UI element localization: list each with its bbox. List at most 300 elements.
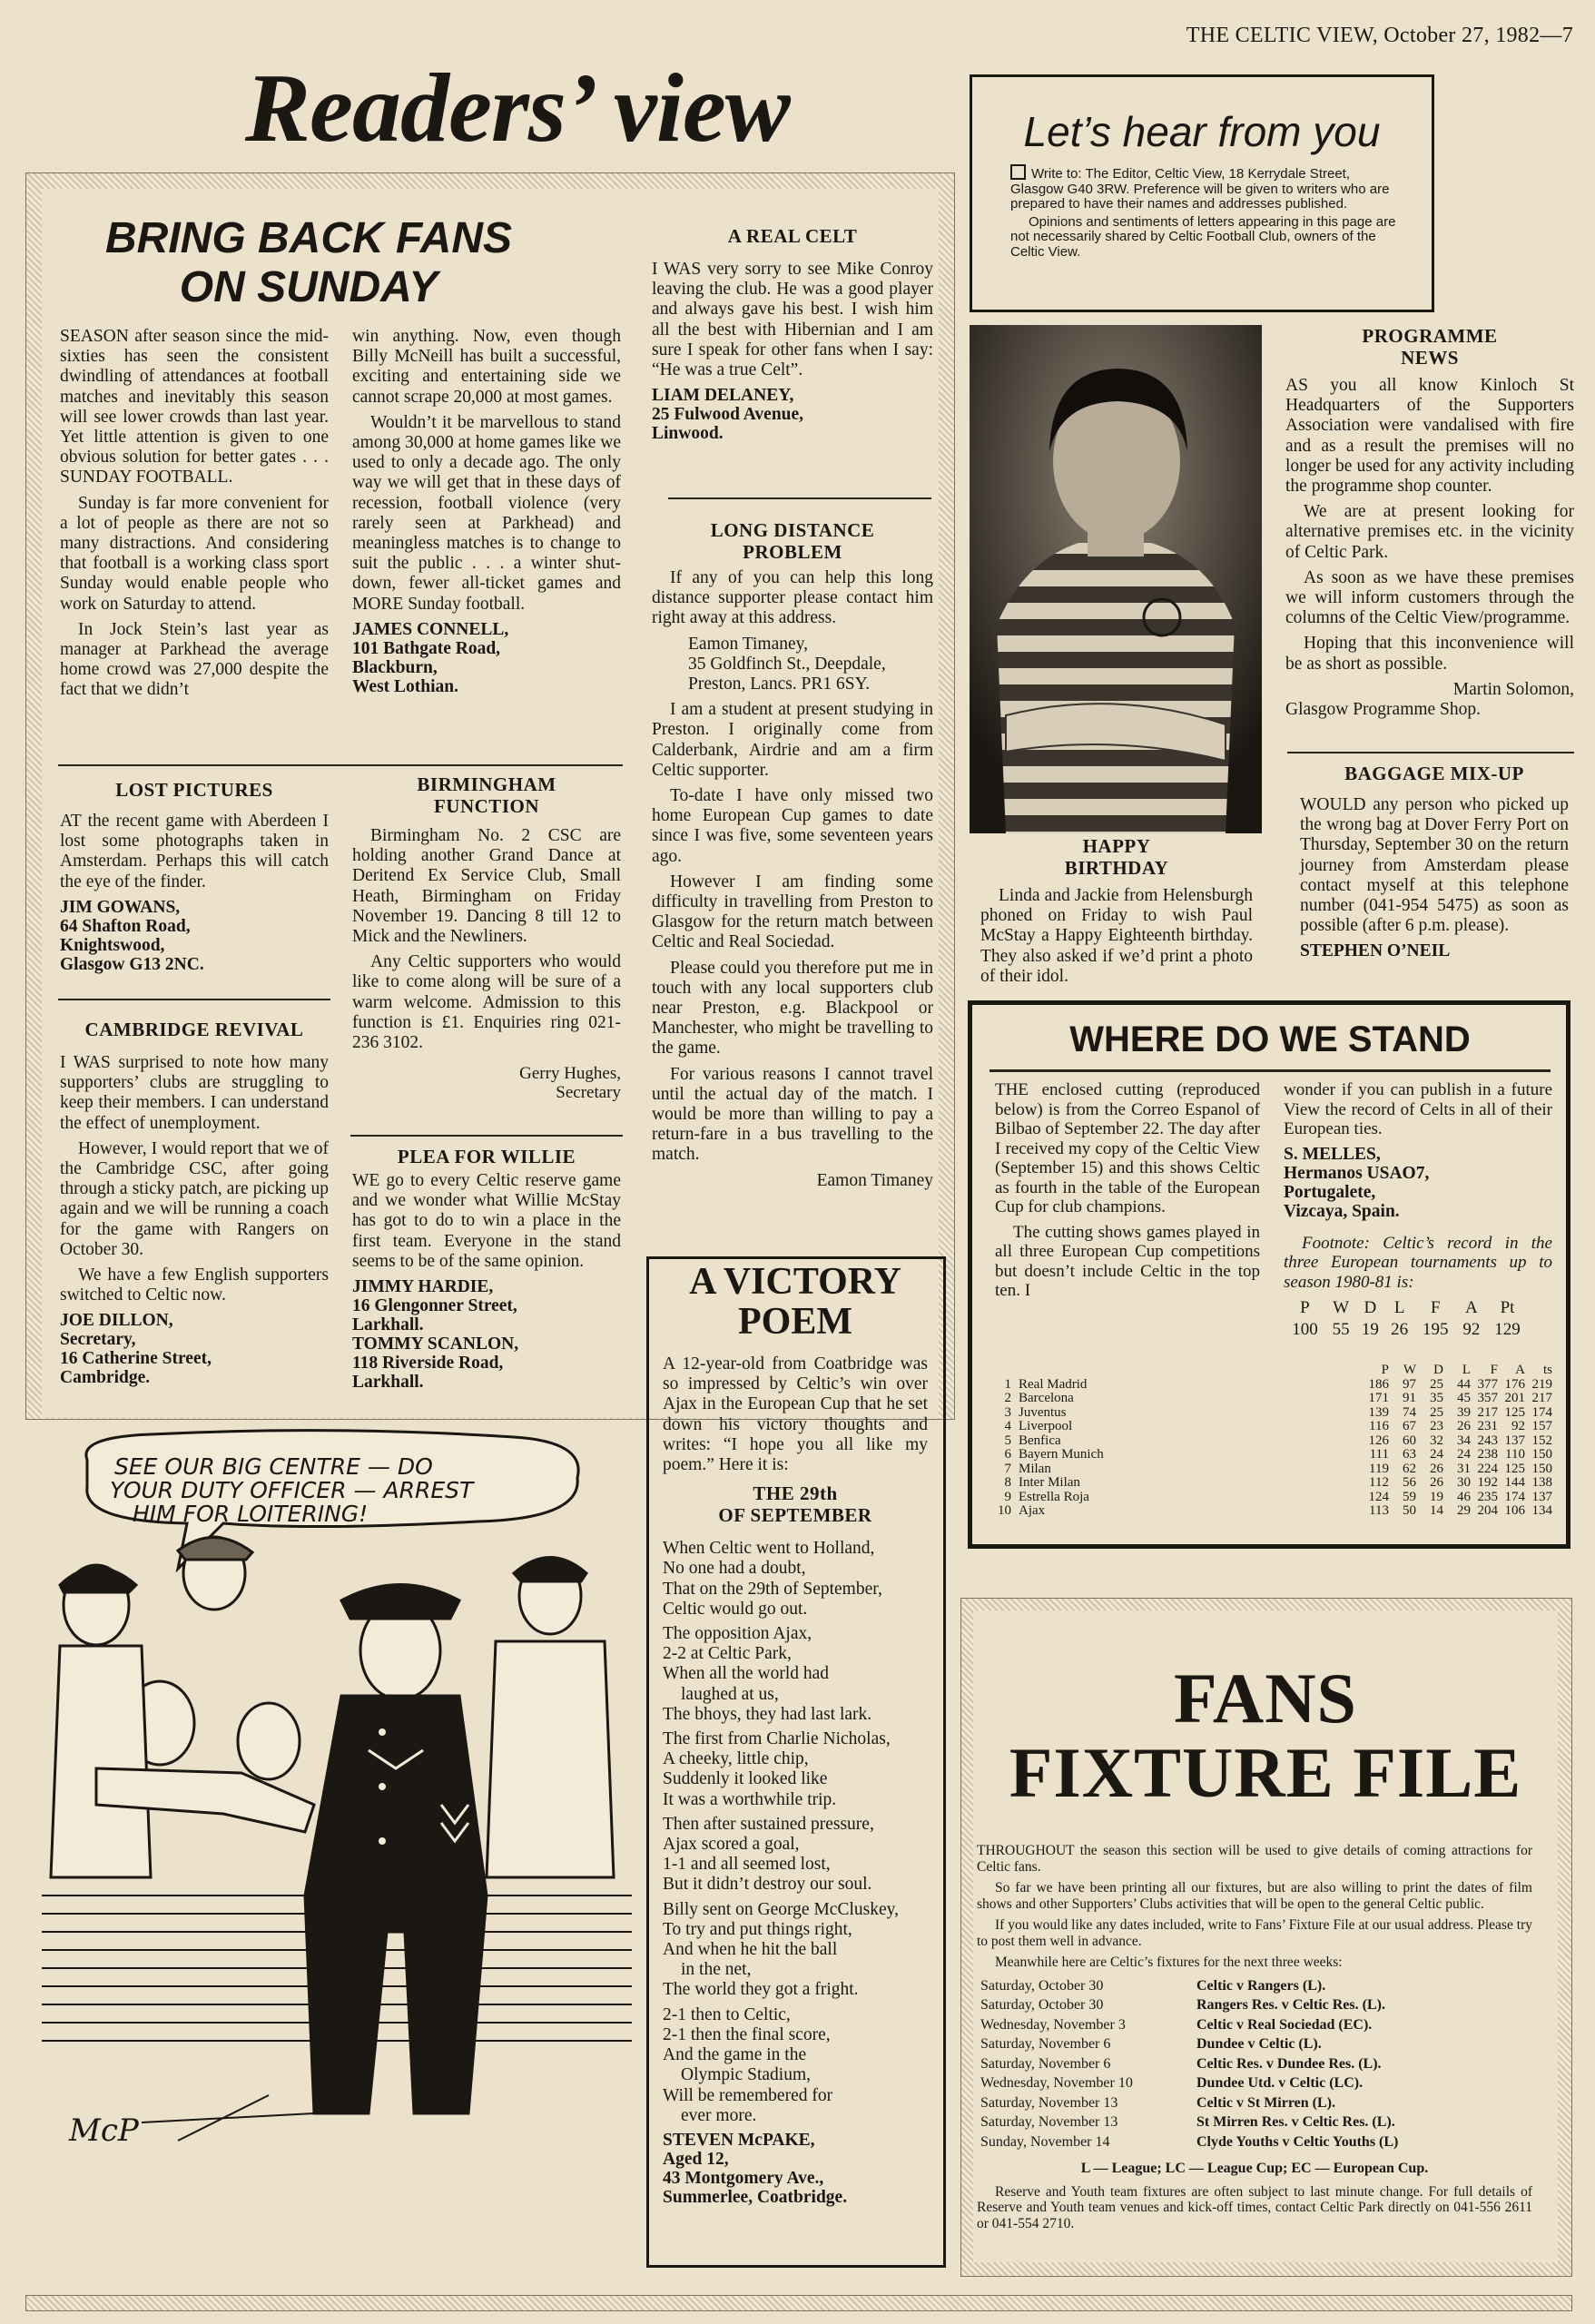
- sig-line: 64 Shafton Road,: [60, 916, 191, 936]
- standings-cell: 144: [1504, 1475, 1525, 1490]
- standings-cell: 25: [1430, 1404, 1443, 1420]
- fixture-row: [977, 2015, 1402, 2035]
- bring-back-headline-2: ON SUNDAY: [179, 263, 438, 311]
- where-stand-paragraph: The cutting shows games played in all three European Cup competitions but doesn’t include Celtic in the top ten. I: [995, 1222, 1260, 1300]
- poem-line: 2-2 at Celtic Park,: [663, 1644, 792, 1664]
- team-name-cell: Real Madrid: [1019, 1376, 1088, 1392]
- celtic-record-values: [1284, 1319, 1529, 1341]
- programme-headline: [1285, 325, 1574, 369]
- victory-poem: [663, 1262, 928, 2207]
- poem-line: laughed at us,: [681, 1684, 779, 1704]
- cambridge-paragraph: However, I would report that we of the Cambridge CSC, after going through a sticky patch, are picking up again and we will be running a coach for the game with Rangers on October 30.: [60, 1138, 329, 1259]
- standings-cell: 30: [1457, 1475, 1471, 1490]
- speech-line-3: HIM FOR LOITERING!: [133, 1501, 369, 1527]
- standings-cell: 125: [1504, 1461, 1525, 1476]
- programme-news: [1285, 325, 1574, 720]
- sig-line: 16 Glengonner Street,: [352, 1296, 517, 1316]
- standings-head-cell: F: [1490, 1363, 1498, 1377]
- standings-cell: 174: [1531, 1404, 1552, 1420]
- poem-title-1: THE 29th: [753, 1482, 838, 1505]
- sig-line: JOE DILLON,: [60, 1311, 173, 1331]
- cambridge-signature: [60, 1311, 329, 1387]
- fixture-date: Wednesday, November 10: [980, 2075, 1133, 2091]
- sig-line: Portugalete,: [1284, 1182, 1376, 1202]
- cambridge-letter: [60, 1019, 329, 1387]
- programme-signature-2: Glasgow Programme Shop.: [1285, 700, 1482, 720]
- cambridge-paragraph: We have a few English supporters switched to Celtic now.: [60, 1265, 329, 1305]
- celtic-head-cell: W: [1333, 1298, 1350, 1317]
- poem-line: Billy sent on George McCluskey,: [663, 1899, 899, 1919]
- sig-line: Knightswood,: [60, 935, 165, 955]
- sig-line: STEVEN McPAKE,: [663, 2130, 815, 2150]
- poem-line: ever more.: [681, 2105, 757, 2125]
- bring-back-paragraph: In Jock Stein’s last year as manager at Parkhead the average home crowd was 27,000 despite the fact that we didn’t: [60, 619, 329, 700]
- baggage-letter: [1300, 763, 1569, 960]
- poem-line: When all the world had: [663, 1664, 830, 1684]
- standings-cell: 124: [1368, 1489, 1389, 1504]
- fixture-date: Saturday, November 6: [980, 2055, 1111, 2072]
- standings-head-cell: P: [1381, 1363, 1389, 1377]
- lets-hear-box: [970, 74, 1434, 312]
- standings-cell: 235: [1477, 1489, 1498, 1504]
- address-line: Preston, Lancs. PR1 6SY.: [688, 675, 871, 694]
- poem-line: Ajax scored a goal,: [663, 1835, 800, 1855]
- long-distance-paragraph: However I am finding some difficulty in travelling from Preston to Glasgow for the return match between Celtic and Real Sociedad.: [652, 872, 933, 952]
- standings-cell: 19: [1430, 1489, 1443, 1504]
- where-stand-paragraph: wonder if you can publish in a future View the record of Celts in all of their European ties.: [1284, 1080, 1552, 1138]
- fixture-paragraph: Reserve and Youth team fixtures are often subject to last minute change. For full details of Reserve and Youth team venues and kick-off times, contact Celtic Park directly on 041-556 2611 or 041-554 2710.: [977, 2183, 1532, 2231]
- cartoon-panel: [42, 1423, 632, 2161]
- standings-cell: 357: [1477, 1391, 1498, 1405]
- standings-cell: 116: [1369, 1419, 1389, 1433]
- standings-row: [993, 1504, 1554, 1519]
- standings-row: [993, 1392, 1554, 1406]
- celtic-head-cell: A: [1465, 1298, 1478, 1317]
- cambridge-headline: CAMBRIDGE REVIVAL: [84, 1019, 304, 1040]
- cartoon-signature: McP: [69, 2112, 139, 2149]
- standings-row: [993, 1476, 1554, 1491]
- standings-cell: 26: [1457, 1419, 1471, 1433]
- team-name-cell: Inter Milan: [1019, 1475, 1080, 1490]
- fixture-list: [977, 1976, 1402, 2152]
- programme-paragraph: We are at present looking for alternative premises etc. in the vicinity of Celtic Park.: [1285, 502, 1574, 562]
- birthday-headline: [980, 835, 1253, 879]
- bring-back-paragraph: win anything. Now, even though Billy McNeill has built a successful, exciting and entertaining side we cannot scrape 20,000 at most games.: [352, 327, 621, 407]
- standings-head-cell: A: [1515, 1363, 1525, 1377]
- standings-row: [993, 1491, 1554, 1505]
- poem-title-2: OF SEPTEMBER: [718, 1504, 872, 1527]
- fixture-match: Celtic Res. v Dundee Res. (L).: [1196, 2055, 1382, 2072]
- standings-row: [993, 1434, 1554, 1449]
- fixture-date: Saturday, November 13: [980, 2094, 1118, 2111]
- celtic-value-cell: 26: [1391, 1319, 1409, 1339]
- standings-cell: 26: [1430, 1461, 1443, 1476]
- where-stand-col-2: [1284, 1080, 1552, 1340]
- cambridge-paragraph: I WAS surprised to note how many supporters’ clubs are struggling to keep their members. I can understand the effect of unemployment.: [60, 1053, 329, 1133]
- fixture-row: [977, 2112, 1402, 2132]
- masthead: THE CELTIC VIEW, October 27, 1982—7: [1186, 24, 1573, 47]
- birthday-headline-2: BIRTHDAY: [1064, 857, 1169, 879]
- celtic-value-cell: 100: [1292, 1319, 1318, 1339]
- checkbox-icon: [1010, 164, 1026, 180]
- standings-row: [993, 1406, 1554, 1421]
- bottom-border: [25, 2295, 1572, 2311]
- sig-line: JIMMY HARDIE,: [352, 1277, 494, 1297]
- real-celt-letter: [652, 225, 933, 443]
- standings-cell: 192: [1477, 1475, 1498, 1490]
- standings-cell: 10: [998, 1503, 1011, 1518]
- fixture-legend: L — League; LC — League Cup; EC — European Cup.: [1080, 2161, 1429, 2176]
- fixture-date: Saturday, November 6: [980, 2036, 1111, 2052]
- sig-line: West Lothian.: [352, 676, 459, 696]
- celtic-value-cell: 92: [1462, 1319, 1481, 1339]
- standings-cell: 63: [1403, 1447, 1416, 1462]
- birmingham-headline: [352, 773, 621, 817]
- divider: [350, 1135, 623, 1137]
- standings-cell: 119: [1369, 1461, 1389, 1476]
- player-photo-image: [970, 325, 1262, 833]
- standings-cell: 106: [1504, 1503, 1525, 1518]
- standings-cell: 126: [1368, 1433, 1389, 1448]
- standings-cell: 56: [1403, 1475, 1416, 1490]
- page-title: Readers’ view: [245, 54, 790, 162]
- programme-headline-2: NEWS: [1401, 347, 1459, 369]
- celtic-value-cell: 55: [1332, 1319, 1350, 1339]
- long-distance-paragraph: I am a student at present studying in Preston. I originally come from Calderbank, Airdrie and am a firm Celtic supporter.: [652, 700, 933, 780]
- where-stand-paragraph: THE enclosed cutting (reproduced below) is from the Correo Espanol of Bilbao of September 22. The day after I received my copy of the Celtic View (September 15) and this shows Celtic as fourth in the table of the European Cup for club champions.: [995, 1080, 1260, 1216]
- cartoon-illustration: [42, 1423, 632, 2161]
- birmingham-paragraph: Birmingham No. 2 CSC are holding another Grand Dance at Deritend Ex Service Club, Small Heath, Birmingham on Friday November 19. Dancing 8 till 12 to Mick and the Newliners.: [352, 826, 621, 947]
- bring-back-col-1: [60, 327, 329, 706]
- long-distance-address: [652, 635, 933, 695]
- where-stand-col-1: [995, 1080, 1260, 1306]
- poem-line: To try and put things right,: [663, 1919, 852, 1939]
- standings-cell: 176: [1504, 1376, 1525, 1392]
- fixture-headline-2: FIXTURE FILE: [1009, 1733, 1522, 1812]
- poem-signature: [663, 2131, 928, 2207]
- standings-head-row: [993, 1364, 1554, 1378]
- team-name-cell: Benfica: [1019, 1433, 1061, 1448]
- standings-cell: 46: [1457, 1489, 1471, 1504]
- team-name-cell: Barcelona: [1019, 1391, 1074, 1405]
- fixture-row: [977, 2073, 1402, 2093]
- fixture-row: [977, 1995, 1402, 2015]
- divider: [668, 497, 931, 499]
- baggage-signature: STEPHEN O’NEIL: [1300, 941, 1451, 961]
- long-distance-paragraph: If any of you can help this long distance supporter please contact him right away at this address.: [652, 568, 933, 628]
- poem-line: The bhoys, they had last lark.: [663, 1704, 872, 1724]
- fixture-match: Dundee Utd. v Celtic (LC).: [1196, 2075, 1364, 2091]
- poem-line: The world they got a fright.: [663, 1980, 859, 2000]
- standings-cell: 6: [1004, 1447, 1011, 1462]
- bring-back-headline: [73, 214, 545, 312]
- poem-title: [663, 1482, 928, 1526]
- standings-cell: 50: [1403, 1503, 1416, 1518]
- plea-signature: [352, 1277, 621, 1392]
- fixture-row: [977, 2054, 1402, 2074]
- standings-cell: 157: [1531, 1419, 1552, 1433]
- sig-line: Linwood.: [652, 424, 724, 444]
- lets-hear-body: [972, 157, 1432, 260]
- standings-cell: 1: [1004, 1376, 1011, 1392]
- fixture-date: Saturday, October 30: [980, 1977, 1104, 1994]
- fixture-body: [977, 1843, 1532, 2237]
- long-distance-signature: Eamon Timaney: [816, 1170, 933, 1190]
- standings-cell: 137: [1504, 1433, 1525, 1448]
- standings-cell: 201: [1504, 1391, 1525, 1405]
- plea-headline: PLEA FOR WILLIE: [397, 1146, 576, 1167]
- birmingham-letter: [352, 773, 621, 1102]
- poem-stanza: [663, 1624, 928, 1725]
- team-name-cell: Estrella Roja: [1019, 1489, 1089, 1504]
- fixture-paragraph: So far we have been printing all our fixtures, but are also willing to print the dates of film shows and other Supporters’ Clubs activities that will be open to the general Celtic public.: [977, 1880, 1532, 1912]
- poem-line: When Celtic went to Holland,: [663, 1539, 875, 1559]
- standings-cell: 231: [1477, 1419, 1498, 1433]
- fixture-headline: [975, 1661, 1556, 1810]
- standings-cell: 174: [1504, 1489, 1525, 1504]
- standings-cell: 113: [1369, 1503, 1389, 1518]
- birthday-headline-1: HAPPY: [1082, 835, 1151, 857]
- poem-line: 1-1 and all seemed lost,: [663, 1855, 831, 1875]
- standings-cell: 377: [1477, 1376, 1498, 1392]
- team-name-cell: Ajax: [1019, 1503, 1046, 1518]
- standings-cell: 9: [1004, 1489, 1011, 1504]
- programme-signature-1: Martin Solomon,: [1452, 679, 1574, 699]
- team-name-cell: Bayern Munich: [1019, 1447, 1104, 1462]
- standings-cell: 97: [1403, 1376, 1416, 1392]
- standings-cell: 45: [1457, 1391, 1471, 1405]
- poem-stanza: [663, 1539, 928, 1620]
- celtic-record-table: [1284, 1297, 1529, 1340]
- standings-cell: 217: [1531, 1391, 1552, 1405]
- birmingham-headline-2: FUNCTION: [433, 795, 539, 817]
- plea-letter: [352, 1146, 621, 1392]
- fixture-date: Sunday, November 14: [980, 2133, 1110, 2150]
- lets-hear-title: Let’s hear from you: [1023, 108, 1381, 155]
- birthday-note: [980, 835, 1253, 992]
- standings-cell: 24: [1457, 1447, 1471, 1462]
- sig-line: Hermanos USAO7,: [1284, 1163, 1430, 1183]
- sig-line: 16 Catherine Street,: [60, 1349, 212, 1369]
- standings-cell: 74: [1403, 1404, 1416, 1420]
- long-distance-paragraph: Please could you therefore put me in touch with any local supporters club near Preston, e.g. Blackpool or Manchester, who might be travelling to the game.: [652, 958, 933, 1059]
- fixture-match: Celtic v St Mirren (L).: [1196, 2094, 1335, 2111]
- sig-line: Summerlee, Coatbridge.: [663, 2187, 848, 2207]
- standings-cell: 238: [1477, 1447, 1498, 1462]
- baggage-headline: BAGGAGE MIX-UP: [1344, 763, 1524, 784]
- standings-cell: 34: [1457, 1433, 1471, 1448]
- celtic-value-cell: 19: [1361, 1319, 1379, 1339]
- poem-line: in the net,: [681, 1960, 752, 1980]
- standings-cell: 7: [1004, 1461, 1011, 1476]
- sig-line: Blackburn,: [352, 657, 438, 677]
- poem-line: Then after sustained pressure,: [663, 1814, 874, 1834]
- standings-cell: 112: [1369, 1475, 1389, 1490]
- celtic-value-cell: 195: [1423, 1319, 1449, 1339]
- celtic-value-cell: 129: [1494, 1319, 1521, 1339]
- poem-body: [663, 1539, 928, 2126]
- lost-pictures-headline: LOST PICTURES: [115, 779, 273, 801]
- standings-cell: 139: [1368, 1404, 1389, 1420]
- standings-head-cell: W: [1403, 1363, 1416, 1377]
- standings-cell: 25: [1430, 1376, 1443, 1392]
- fixture-match: Dundee v Celtic (L).: [1196, 2036, 1322, 2052]
- real-celt-body: I WAS very sorry to see Mike Conroy leaving the club. He was a good player and always gave his best. I wish him all the best with Hibernian and I am sure I speak for other fans when I say: “He was a true Celt”.: [652, 260, 933, 380]
- fixture-paragraph: THROUGHOUT the season this section will be used to give details of coming attractions for Celtic fans.: [977, 1843, 1532, 1875]
- address-line: 35 Goldfinch St., Deepdale,: [688, 654, 886, 674]
- poem-line: 2-1 then the final score,: [663, 2024, 831, 2044]
- standings-row: [993, 1462, 1554, 1477]
- fixture-date: Saturday, November 13: [980, 2114, 1118, 2130]
- sig-line: 118 Riverside Road,: [352, 1354, 504, 1374]
- poem-line: Will be remembered for: [663, 2085, 833, 2105]
- standings-cell: 134: [1531, 1503, 1552, 1518]
- standings-head-cell: D: [1433, 1363, 1443, 1377]
- lets-hear-text: Write to: The Editor, Celtic View, 18 Kerrydale Street, Glasgow G40 3RW. Preference will be given to writers who are prepared to have their names and addresses published.: [1010, 166, 1390, 212]
- standings-cell: 24: [1430, 1447, 1443, 1462]
- bring-back-signature: [352, 620, 621, 696]
- celtic-record-head: [1284, 1297, 1529, 1319]
- team-name-cell: Liverpool: [1019, 1419, 1073, 1433]
- celtic-head-cell: L: [1393, 1298, 1405, 1317]
- standings-cell: 59: [1403, 1489, 1416, 1504]
- poem-stanza: [663, 1729, 928, 1810]
- standings-cell: 219: [1531, 1376, 1552, 1392]
- celtic-head-cell: P: [1300, 1298, 1310, 1317]
- fixture-headline-1: FANS: [1174, 1659, 1357, 1738]
- sig-line: Secretary,: [60, 1330, 136, 1350]
- sig-line: S. MELLES,: [1284, 1144, 1381, 1164]
- european-table: [993, 1364, 1554, 1519]
- player-photo: [970, 325, 1262, 833]
- long-distance-headline: [652, 519, 933, 563]
- poem-line: And when he hit the ball: [663, 1940, 838, 1960]
- sig-line: Vizcaya, Spain.: [1284, 1201, 1400, 1221]
- celtic-head-cell: D: [1364, 1298, 1377, 1317]
- fixture-match: St Mirren Res. v Celtic Res. (L).: [1196, 2114, 1395, 2130]
- fixture-match: Celtic v Real Sociedad (EC).: [1196, 2016, 1373, 2033]
- fixture-row: [977, 2132, 1402, 2152]
- programme-paragraph: Hoping that this inconvenience will be as short as possible.: [1285, 634, 1574, 674]
- birmingham-paragraph: Any Celtic supporters who would like to come along will be sure of a warm welcome. Admission to this function is £1. Enquiries ring 021-236 3102.: [352, 952, 621, 1053]
- birmingham-signature: [352, 1064, 621, 1102]
- sig-line: Cambridge.: [60, 1368, 151, 1388]
- speech-line-2: YOUR DUTY OFFICER — ARREST: [110, 1477, 474, 1503]
- poem-line: But it didn’t destroy our soul.: [663, 1875, 872, 1895]
- poem-headline-1: A VICTORY: [689, 1261, 901, 1303]
- long-distance-headline-2: PROBLEM: [743, 541, 842, 563]
- standings-cell: 217: [1477, 1404, 1498, 1420]
- standings-cell: 60: [1403, 1433, 1416, 1448]
- sig-line: Aged 12,: [663, 2149, 729, 2169]
- standings-cell: 110: [1505, 1447, 1525, 1462]
- programme-paragraph: AS you all know Kinloch St Headquarters of the Supporters Association were vandalised with fire and as a result the premises will no longer be used for any activity including the programme shop counter.: [1285, 376, 1574, 497]
- sig-line: JAMES CONNELL,: [352, 619, 509, 639]
- lost-pictures-letter: [60, 779, 329, 974]
- bring-back-paragraph: Sunday is far more convenient for a lot of people as there are not so many distractions. And considering that football is a working class sport Sunday would enable people who work on Saturday to attend.: [60, 493, 329, 614]
- fixture-date: Saturday, October 30: [980, 1997, 1104, 2013]
- standings-row: [993, 1420, 1554, 1434]
- standings-cell: 3: [1004, 1404, 1011, 1420]
- birmingham-headline-1: BIRMINGHAM: [417, 773, 556, 795]
- poem-line: The first from Charlie Nicholas,: [663, 1729, 891, 1749]
- standings-cell: 224: [1477, 1461, 1498, 1476]
- programme-paragraph: As soon as we have these premises we will inform customers through the columns of the Celtic View/programme.: [1285, 567, 1574, 628]
- long-distance-paragraph: To-date I have only missed two home European Cup games to date since I was five, some seventeen years ago.: [652, 786, 933, 866]
- poem-line: Suddenly it looked like: [663, 1769, 828, 1789]
- sig-line: 43 Montgomery Ave.,: [663, 2168, 824, 2188]
- sig-line: 25 Fulwood Avenue,: [652, 405, 804, 425]
- standings-cell: 26: [1430, 1475, 1443, 1490]
- lets-hear-paragraph: Opinions and sentiments of letters appearing in this page are not necessarily shared by Celtic Football Club, owners of the Celtic View.: [1010, 213, 1396, 260]
- real-celt-headline: A REAL CELT: [727, 225, 858, 247]
- poem-line: The opposition Ajax,: [663, 1624, 812, 1644]
- baggage-body: WOULD any person who picked up the wrong bag at Dover Ferry Port on Thursday, September 30 on the return journey from Amsterdam please contact myself at this telephone number (041-954 5475) as soon as possible (after 6 p.m. please).: [1300, 795, 1569, 936]
- poem-line: That on the 29th of September,: [663, 1579, 882, 1599]
- plea-body: WE go to every Celtic reserve game and we wonder what Willie McStay has got to do to win a place in the first team. Everyone in the stand seems to be of the same opinion.: [352, 1171, 621, 1271]
- standings-cell: 39: [1457, 1404, 1471, 1420]
- bring-back-col-2: [352, 327, 621, 696]
- where-stand-footnote: Footnote: Celtic’s record in the three European tournaments up to season 1980-81 is:: [1284, 1233, 1552, 1292]
- standings-head-cell: L: [1462, 1363, 1471, 1377]
- standings-cell: 186: [1368, 1376, 1389, 1392]
- poem-stanza: [663, 1815, 928, 1896]
- lost-pictures-body: AT the recent game with Aberdeen I lost some photographs taken in Amsterdam. Perhaps this will catch the eye of the finder.: [60, 812, 329, 891]
- sig-line: Glasgow G13 2NC.: [60, 954, 204, 974]
- real-celt-signature: [652, 386, 933, 443]
- standings-cell: 125: [1504, 1404, 1525, 1420]
- divider: [989, 1069, 1551, 1072]
- divider: [58, 764, 623, 766]
- fixture-paragraph: If you would like any dates included, write to Fans’ Fixture File at our usual address. Please try to post them well in advance.: [977, 1917, 1532, 1949]
- bring-back-paragraph: SEASON after season since the mid-sixties has seen the consistent dwindling of attendances at football matches and inevitably this season will see lower crowds than last year. Yet little attention is given to one obvious solution for better gates . . . SUNDAY FOOTBALL.: [60, 327, 329, 487]
- standings-cell: 92: [1511, 1419, 1525, 1433]
- poem-stanza: [663, 1900, 928, 2001]
- sig-line: Gerry Hughes,: [519, 1064, 621, 1084]
- standings-cell: 152: [1531, 1433, 1552, 1448]
- sig-line: JIM GOWANS,: [60, 897, 181, 917]
- sig-line: 101 Bathgate Road,: [352, 638, 501, 658]
- standings-cell: 14: [1430, 1503, 1443, 1518]
- team-name-cell: Juventus: [1019, 1404, 1067, 1420]
- sig-line: LIAM DELANEY,: [652, 386, 794, 406]
- bring-back-headline-1: BRING BACK FANS: [104, 214, 512, 262]
- poem-line: Olympic Stadium,: [681, 2065, 811, 2085]
- sig-line: Larkhall.: [352, 1373, 424, 1393]
- standings-cell: 29: [1457, 1503, 1471, 1518]
- standings-cell: 67: [1403, 1419, 1416, 1433]
- where-stand-signature: [1284, 1145, 1552, 1221]
- team-name-cell: Milan: [1019, 1461, 1051, 1476]
- standings-cell: 62: [1403, 1461, 1416, 1476]
- european-standings-table: [993, 1364, 1554, 1519]
- fixture-row: [977, 1976, 1402, 1996]
- standings-cell: 91: [1403, 1391, 1416, 1405]
- poem-line: It was a worthwhile trip.: [663, 1789, 837, 1809]
- long-distance-paragraph: For various reasons I cannot travel until the actual day of the match. I would be more than willing to pay a return-fare in a bus travelling to the match.: [652, 1064, 933, 1165]
- poem-line: Celtic would go out.: [663, 1599, 808, 1619]
- standings-cell: 35: [1430, 1391, 1443, 1405]
- divider: [58, 999, 330, 1000]
- poem-intro: A 12-year-old from Coatbridge was so impressed by Celtic’s win over Ajax in the European Cup that he set down his victory thoughts and writes: “I hope you all like my poem.” Here it is:: [663, 1354, 928, 1475]
- poem-headline-2: POEM: [738, 1301, 852, 1343]
- standings-cell: 171: [1368, 1391, 1389, 1405]
- celtic-head-cell: F: [1430, 1298, 1441, 1317]
- fixture-paragraph: Meanwhile here are Celtic’s fixtures for the next three weeks:: [995, 1955, 1343, 1970]
- fixture-row: [977, 2093, 1402, 2113]
- birthday-body: Linda and Jackie from Helensburgh phoned on Friday to wish Paul McStay a Happy Eighteenth birthday. They also asked if we’d print a photo of their idol.: [980, 886, 1253, 986]
- standings-cell: 5: [1004, 1433, 1011, 1448]
